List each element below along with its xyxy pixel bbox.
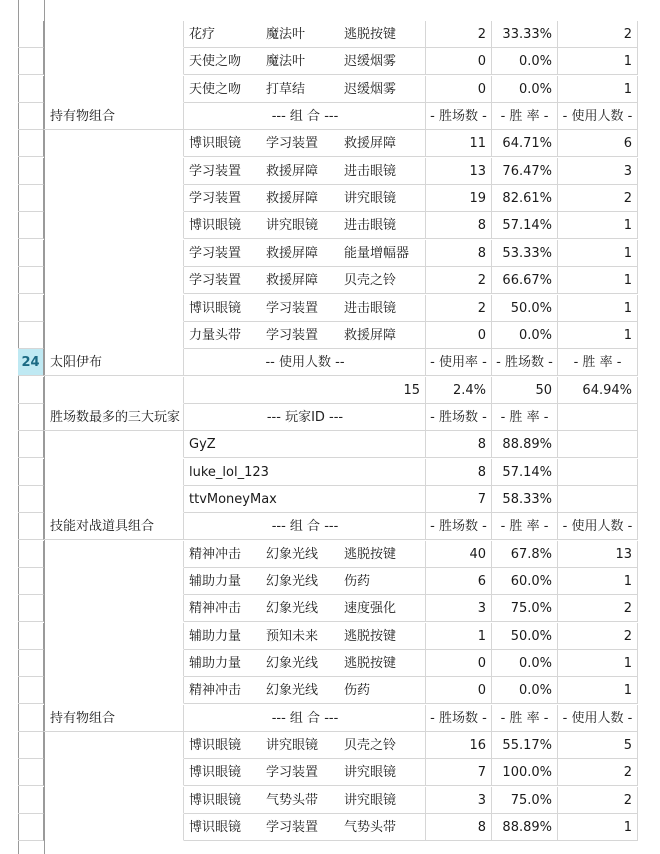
- combo-cell[interactable]: [184, 158, 426, 185]
- stat-cell-2[interactable]: 0.0%: [492, 677, 558, 704]
- column-header: --- 组 合 ---: [271, 519, 339, 535]
- table-row: [0, 267, 660, 294]
- table-row: [0, 240, 660, 267]
- row-label-cell[interactable]: [44, 759, 184, 786]
- row-index-cell[interactable]: [18, 377, 44, 404]
- stat-cell-1[interactable]: 2: [426, 295, 492, 322]
- combo-item: 幻象光线: [266, 601, 319, 617]
- row-index-cell[interactable]: [18, 21, 44, 48]
- combo-item: 气势头带: [266, 792, 319, 808]
- combo-item: 伤药: [344, 683, 371, 699]
- table-row: [0, 349, 660, 376]
- combo-item: 幻象光线: [266, 656, 319, 672]
- stat-cell-1[interactable]: - 胜场数 -: [426, 103, 492, 130]
- combo-cell[interactable]: [184, 513, 426, 540]
- stat-cell-3[interactable]: 5: [558, 732, 638, 759]
- combo-item: 速度强化: [344, 601, 397, 617]
- stat-cell-1[interactable]: 19: [426, 185, 492, 212]
- table-row: [0, 541, 660, 568]
- combo-item: 力量头带: [189, 327, 242, 343]
- stat-cell-1[interactable]: 8: [426, 212, 492, 239]
- stat-cell-3[interactable]: - 使用人数 -: [558, 103, 638, 130]
- row-index-cell[interactable]: [18, 48, 44, 75]
- stat-cell-3[interactable]: 2: [558, 623, 638, 650]
- combo-cell[interactable]: [184, 787, 426, 814]
- row-label-cell[interactable]: [44, 595, 184, 622]
- row-label-cell[interactable]: [44, 650, 184, 677]
- section-label[interactable]: 技能对战道具组合: [44, 513, 184, 540]
- stat-cell-1[interactable]: 2: [426, 21, 492, 48]
- row-label-cell[interactable]: [44, 459, 184, 486]
- row-label-cell[interactable]: [44, 541, 184, 568]
- table-row: [0, 595, 660, 622]
- combo-item: 博识眼镜: [189, 300, 242, 316]
- stat-cell-1[interactable]: 8: [426, 431, 492, 458]
- stat-cell-1[interactable]: 0: [426, 677, 492, 704]
- combo-item: 幻象光线: [266, 574, 319, 589]
- stat-cell-1[interactable]: 0: [426, 76, 492, 103]
- combo-item: 学习装置: [266, 136, 319, 152]
- table-row: [0, 513, 660, 540]
- row-index-cell[interactable]: [18, 267, 44, 294]
- combo-item: 博识眼镜: [189, 738, 242, 754]
- row-index-cell[interactable]: [18, 322, 44, 349]
- combo-cell[interactable]: [184, 759, 426, 786]
- combo-cell[interactable]: [184, 404, 426, 431]
- combo-item: 学习装置: [266, 327, 319, 343]
- row-label-cell[interactable]: [44, 486, 184, 513]
- section-label[interactable]: 胜场数最多的三大玩家: [44, 404, 184, 431]
- stat-cell-1[interactable]: 1: [426, 623, 492, 650]
- combo-item: 辅助力量: [189, 628, 242, 644]
- stat-cell-1[interactable]: 8: [426, 814, 492, 841]
- combo-item: 救援屏障: [266, 273, 319, 289]
- combo-item: 进击眼镜: [344, 300, 397, 316]
- row-label-cell[interactable]: [44, 240, 184, 267]
- stat-cell-1[interactable]: 0: [426, 650, 492, 677]
- combo-item: 气势头带: [344, 820, 397, 836]
- table-row: [0, 377, 660, 404]
- stat-cell-3[interactable]: 2: [558, 787, 638, 814]
- table-row: [0, 732, 660, 759]
- stat-cell-3[interactable]: - 胜 率 -: [558, 349, 638, 376]
- stat-cell-1[interactable]: - 胜场数 -: [426, 404, 492, 431]
- combo-cell[interactable]: [184, 732, 426, 759]
- combo-item: 贝壳之铃: [344, 273, 397, 289]
- row-label-cell[interactable]: [44, 623, 184, 650]
- combo-cell[interactable]: [184, 322, 426, 349]
- table-row: [0, 76, 660, 103]
- stat-cell-2[interactable]: 0.0%: [492, 76, 558, 103]
- row-index-cell[interactable]: [18, 787, 44, 814]
- row-label-cell[interactable]: [44, 732, 184, 759]
- combo-item: 辅助力量: [189, 574, 242, 589]
- combo-item: 学习装置: [266, 300, 319, 316]
- stat-cell-3[interactable]: 1: [558, 240, 638, 267]
- stat-cell-2[interactable]: 57.14%: [492, 212, 558, 239]
- table-row: [0, 650, 660, 677]
- combo-cell[interactable]: [184, 21, 426, 48]
- row-label-cell[interactable]: [44, 48, 184, 75]
- row-index-cell[interactable]: [18, 130, 44, 157]
- combo-cell[interactable]: [184, 349, 426, 376]
- stat-cell-3[interactable]: 1: [558, 677, 638, 704]
- row-label-cell[interactable]: [44, 185, 184, 212]
- stat-cell-2[interactable]: 60.0%: [492, 568, 558, 595]
- combo-item: 救援屏障: [266, 191, 319, 207]
- combo-item: 学习装置: [189, 245, 242, 261]
- combo-item: 学习装置: [189, 273, 242, 289]
- combo-item: 救援屏障: [344, 136, 397, 152]
- combo-item: 辅助力量: [189, 656, 242, 672]
- table-row: [0, 787, 660, 814]
- combo-cell[interactable]: [184, 486, 426, 513]
- combo-item: 进击眼镜: [344, 163, 397, 179]
- combo-item: 救援屏障: [266, 163, 319, 179]
- column-header: -- 使用人数 --: [265, 355, 345, 371]
- combo-cell[interactable]: [184, 76, 426, 103]
- combo-cell[interactable]: [184, 705, 426, 732]
- combo-cell[interactable]: [184, 240, 426, 267]
- stat-cell-3[interactable]: 3: [558, 158, 638, 185]
- stat-cell-1[interactable]: 0: [426, 322, 492, 349]
- stat-cell-3[interactable]: - 使用人数 -: [558, 705, 638, 732]
- row-index-cell[interactable]: [18, 650, 44, 677]
- stat-cell-3[interactable]: [558, 459, 638, 486]
- stat-cell-2[interactable]: 50: [492, 377, 558, 404]
- player-id: ttvMoneyMax: [189, 491, 277, 507]
- combo-cell[interactable]: [184, 103, 426, 130]
- row-index-cell[interactable]: [18, 212, 44, 239]
- combo-cell[interactable]: [184, 568, 426, 595]
- combo-item: 天使之吻: [189, 81, 242, 97]
- row-index-cell[interactable]: [18, 404, 44, 431]
- stat-cell-1[interactable]: 0: [426, 48, 492, 75]
- table-row: [0, 759, 660, 786]
- stat-cell-3[interactable]: - 使用人数 -: [558, 513, 638, 540]
- table-row: [0, 48, 660, 75]
- row-index-cell[interactable]: [18, 732, 44, 759]
- section-label[interactable]: 持有物组合: [44, 705, 184, 732]
- row-index-cell[interactable]: [18, 705, 44, 732]
- row-label-cell[interactable]: [44, 322, 184, 349]
- stat-cell-2[interactable]: 75.0%: [492, 595, 558, 622]
- row-label-cell[interactable]: [44, 212, 184, 239]
- stat-cell-2[interactable]: 64.71%: [492, 130, 558, 157]
- table-row: [0, 677, 660, 704]
- stat-cell-2[interactable]: 50.0%: [492, 623, 558, 650]
- row-label-cell[interactable]: [44, 76, 184, 103]
- stat-cell-1[interactable]: 3: [426, 595, 492, 622]
- section-label[interactable]: 持有物组合: [44, 103, 184, 130]
- stat-cell-3[interactable]: 1: [558, 650, 638, 677]
- row-index-cell[interactable]: [18, 240, 44, 267]
- combo-item: 精神冲击: [189, 601, 242, 617]
- combo-cell[interactable]: [184, 185, 426, 212]
- stat-cell-3[interactable]: [558, 431, 638, 458]
- stat-cell-3[interactable]: 1: [558, 76, 638, 103]
- combo-cell[interactable]: [184, 814, 426, 841]
- combo-item: 讲究眼镜: [344, 191, 397, 207]
- table-row: [0, 158, 660, 185]
- entry-index[interactable]: 24: [18, 349, 44, 376]
- row-label-cell[interactable]: [44, 677, 184, 704]
- stat-cell-3[interactable]: 1: [558, 322, 638, 349]
- row-index-cell[interactable]: [18, 459, 44, 486]
- table-row: [0, 185, 660, 212]
- combo-item: 救援屏障: [344, 327, 397, 343]
- table-row: [0, 21, 660, 48]
- combo-item: 博识眼镜: [189, 820, 242, 836]
- stat-cell-2[interactable]: 53.33%: [492, 240, 558, 267]
- stat-cell-1[interactable]: 2: [426, 267, 492, 294]
- table-row: [0, 623, 660, 650]
- combo-cell[interactable]: [184, 459, 426, 486]
- stat-cell-1[interactable]: 11: [426, 130, 492, 157]
- stat-cell-1[interactable]: 7: [426, 486, 492, 513]
- stat-cell-3[interactable]: 1: [558, 267, 638, 294]
- combo-cell[interactable]: [184, 650, 426, 677]
- row-index-cell[interactable]: [18, 513, 44, 540]
- stat-cell-2[interactable]: 50.0%: [492, 295, 558, 322]
- combo-item: 学习装置: [266, 765, 319, 781]
- player-id: luke_lol_123: [189, 464, 269, 480]
- combo-cell[interactable]: [184, 623, 426, 650]
- combo-item: 幻象光线: [266, 683, 319, 699]
- table-row: [0, 322, 660, 349]
- row-label-cell[interactable]: [44, 267, 184, 294]
- row-index-cell[interactable]: [18, 486, 44, 513]
- combo-cell[interactable]: [184, 267, 426, 294]
- stat-cell-3[interactable]: 64.94%: [558, 377, 638, 404]
- table-row: [0, 404, 660, 431]
- row-label-cell[interactable]: [44, 21, 184, 48]
- combo-item: 学习装置: [189, 191, 242, 207]
- stat-cell-2[interactable]: - 胜 率 -: [492, 513, 558, 540]
- combo-item: 学习装置: [189, 163, 242, 179]
- row-index-cell[interactable]: [18, 103, 44, 130]
- stat-cell-1[interactable]: - 胜场数 -: [426, 705, 492, 732]
- row-label-cell[interactable]: [44, 431, 184, 458]
- stat-cell-3[interactable]: 1: [558, 814, 638, 841]
- table-row: [0, 486, 660, 513]
- row-index-cell[interactable]: [18, 431, 44, 458]
- table-row: [0, 295, 660, 322]
- combo-cell[interactable]: [184, 295, 426, 322]
- table-row: [0, 705, 660, 732]
- stat-cell-3[interactable]: 1: [558, 295, 638, 322]
- stat-cell-2[interactable]: 58.33%: [492, 486, 558, 513]
- stat-cell-2[interactable]: 67.8%: [492, 541, 558, 568]
- combo-cell[interactable]: [184, 130, 426, 157]
- combo-item: 迟缓烟雾: [344, 81, 397, 97]
- stat-cell-1[interactable]: 8: [426, 459, 492, 486]
- stat-cell-2[interactable]: 55.17%: [492, 732, 558, 759]
- stat-cell-3[interactable]: 2: [558, 759, 638, 786]
- stat-cell-1[interactable]: 2.4%: [426, 377, 492, 404]
- row-label-cell[interactable]: [44, 787, 184, 814]
- row-index-cell[interactable]: [18, 295, 44, 322]
- combo-cell[interactable]: [184, 431, 426, 458]
- stat-cell-1[interactable]: 16: [426, 732, 492, 759]
- row-index-cell[interactable]: [18, 158, 44, 185]
- combo-item: 花疗: [189, 27, 216, 42]
- stat-cell-2[interactable]: 88.89%: [492, 814, 558, 841]
- stat-cell-1[interactable]: - 使用率 -: [426, 349, 492, 376]
- stat-cell-2[interactable]: 0.0%: [492, 650, 558, 677]
- row-label-cell[interactable]: [44, 377, 184, 404]
- row-label-cell[interactable]: [44, 130, 184, 157]
- combo-item: 伤药: [344, 574, 371, 589]
- combo-item: 魔法叶: [266, 54, 306, 70]
- column-header: --- 组 合 ---: [271, 109, 339, 125]
- stat-cell-3[interactable]: 6: [558, 130, 638, 157]
- stat-cell-2[interactable]: 0.0%: [492, 48, 558, 75]
- player-id: GyZ: [189, 437, 216, 453]
- stat-cell-3[interactable]: [558, 404, 638, 431]
- table-row: [0, 103, 660, 130]
- stat-cell-2[interactable]: 57.14%: [492, 459, 558, 486]
- combo-item: 逃脱按键: [344, 546, 397, 562]
- stat-cell-3[interactable]: 1: [558, 48, 638, 75]
- combo-cell[interactable]: [184, 48, 426, 75]
- row-index-cell[interactable]: [18, 568, 44, 595]
- column-header: --- 组 合 ---: [271, 710, 339, 726]
- combo-item: 逃脱按键: [344, 628, 397, 644]
- combo-item: 进击眼镜: [344, 218, 397, 234]
- combo-item: 博识眼镜: [189, 136, 242, 152]
- stat-cell-2[interactable]: 66.67%: [492, 267, 558, 294]
- stat-cell-1[interactable]: - 胜场数 -: [426, 513, 492, 540]
- combo-item: 打草结: [266, 81, 306, 97]
- table-row: [0, 431, 660, 458]
- row-index-cell[interactable]: [18, 623, 44, 650]
- combo-item: 学习装置: [266, 820, 319, 836]
- stat-cell-2[interactable]: 75.0%: [492, 787, 558, 814]
- combo-item: 博识眼镜: [189, 792, 242, 808]
- row-label-cell[interactable]: [44, 568, 184, 595]
- stat-cell-2[interactable]: 0.0%: [492, 322, 558, 349]
- row-index-cell[interactable]: [18, 814, 44, 841]
- stat-cell-3[interactable]: 13: [558, 541, 638, 568]
- stat-cell-1[interactable]: 13: [426, 158, 492, 185]
- stat-cell-3[interactable]: 1: [558, 568, 638, 595]
- combo-item: 能量增幅器: [344, 245, 410, 261]
- stat-cell-2[interactable]: 76.47%: [492, 158, 558, 185]
- table-row: [0, 130, 660, 157]
- row-label-cell[interactable]: [44, 814, 184, 841]
- column-header: --- 玩家ID ---: [266, 409, 344, 425]
- row-index-cell[interactable]: [18, 76, 44, 103]
- stat-cell-2[interactable]: 88.89%: [492, 431, 558, 458]
- row-index-cell[interactable]: [18, 595, 44, 622]
- row-index-cell[interactable]: [18, 185, 44, 212]
- combo-item: 博识眼镜: [189, 218, 242, 234]
- combo-item: 逃脱按键: [344, 27, 397, 42]
- stat-cell-2[interactable]: - 胜场数 -: [492, 349, 558, 376]
- stat-cell-3[interactable]: 1: [558, 212, 638, 239]
- row-index-cell[interactable]: [18, 759, 44, 786]
- combo-item: 博识眼镜: [189, 765, 242, 781]
- combo-cell[interactable]: [184, 212, 426, 239]
- stat-cell-2[interactable]: 82.61%: [492, 185, 558, 212]
- stat-cell-2[interactable]: 33.33%: [492, 21, 558, 48]
- stat-cell-1[interactable]: 3: [426, 787, 492, 814]
- combo-cell[interactable]: [184, 677, 426, 704]
- row-label-cell[interactable]: [44, 158, 184, 185]
- combo-item: 预知未来: [266, 628, 319, 644]
- combo-item: 讲究眼镜: [266, 738, 319, 754]
- combo-item: 精神冲击: [189, 683, 242, 699]
- row-label-cell[interactable]: [44, 295, 184, 322]
- stat-cell-1[interactable]: 40: [426, 541, 492, 568]
- combo-item: 魔法叶: [266, 27, 306, 42]
- combo-item: 讲究眼镜: [344, 765, 397, 781]
- combo-item: 讲究眼镜: [344, 792, 397, 808]
- combo-item: 救援屏障: [266, 245, 319, 261]
- usage-count[interactable]: 15: [184, 377, 426, 404]
- combo-item: 幻象光线: [266, 546, 319, 562]
- combo-cell[interactable]: [184, 541, 426, 568]
- stat-cell-2[interactable]: - 胜 率 -: [492, 103, 558, 130]
- combo-item: 贝壳之铃: [344, 738, 397, 754]
- row-index-cell[interactable]: [18, 541, 44, 568]
- stat-cell-1[interactable]: 7: [426, 759, 492, 786]
- stat-cell-3[interactable]: [558, 486, 638, 513]
- stat-cell-2[interactable]: 100.0%: [492, 759, 558, 786]
- combo-item: 精神冲击: [189, 546, 242, 562]
- stat-cell-1[interactable]: 8: [426, 240, 492, 267]
- table-row: [0, 459, 660, 486]
- combo-item: 讲究眼镜: [266, 218, 319, 234]
- stat-cell-3[interactable]: 2: [558, 595, 638, 622]
- combo-item: 迟缓烟雾: [344, 54, 397, 70]
- table-row: [0, 568, 660, 595]
- combo-item: 天使之吻: [189, 54, 242, 70]
- stat-cell-2[interactable]: - 胜 率 -: [492, 404, 558, 431]
- table-row: [0, 212, 660, 239]
- stat-cell-1[interactable]: 6: [426, 568, 492, 595]
- combo-item: 逃脱按键: [344, 656, 397, 672]
- stat-cell-3[interactable]: 2: [558, 21, 638, 48]
- table-row: [0, 814, 660, 841]
- combo-cell[interactable]: [184, 595, 426, 622]
- pokemon-name[interactable]: 太阳伊布: [44, 349, 184, 376]
- stat-cell-2[interactable]: - 胜 率 -: [492, 705, 558, 732]
- stat-cell-3[interactable]: 2: [558, 185, 638, 212]
- row-index-cell[interactable]: [18, 677, 44, 704]
